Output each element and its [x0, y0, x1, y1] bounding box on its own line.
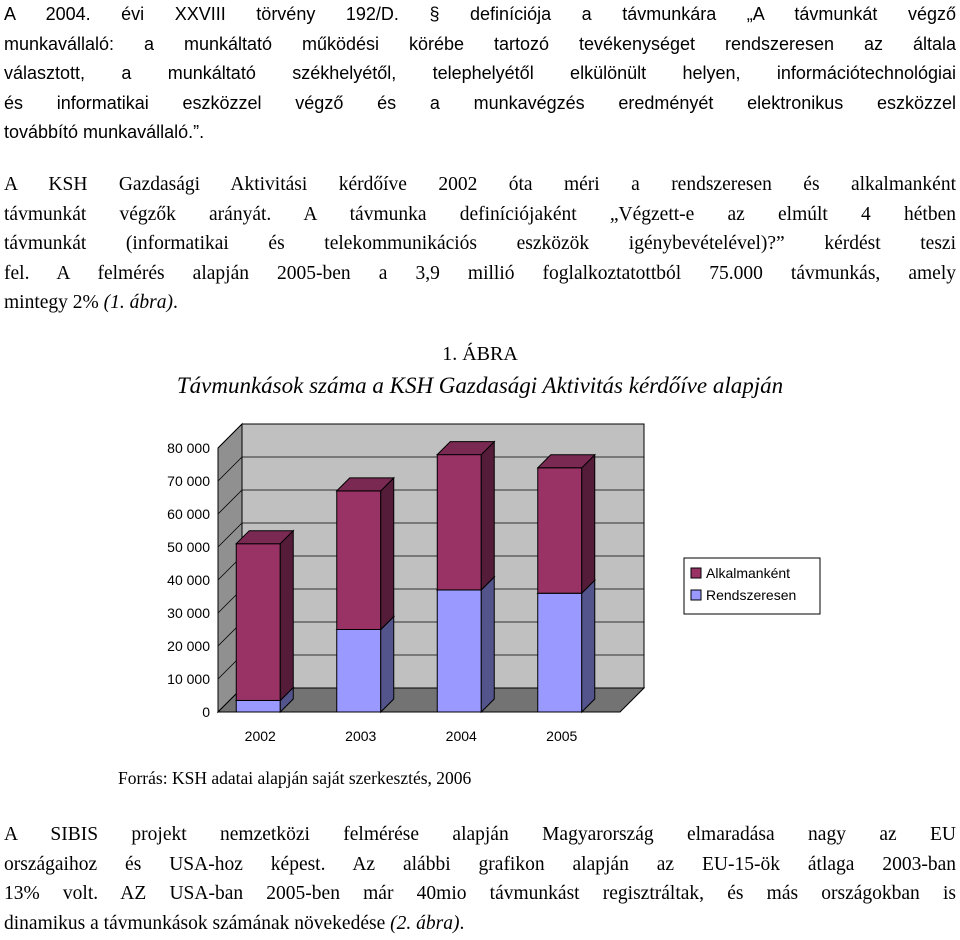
bar-front [538, 593, 582, 712]
bar-front [437, 590, 481, 712]
text-run: . [459, 912, 465, 934]
y-tick-label: 60 000 [167, 506, 210, 522]
figure-label: 1. ÁBRA [442, 343, 518, 365]
y-tick-label: 30 000 [167, 605, 210, 621]
y-tick-label: 0 [202, 704, 210, 720]
bar-side [582, 455, 595, 593]
figure-reference: (2. ábra) [390, 912, 460, 934]
x-tick-label: 2003 [345, 728, 377, 744]
text-run: mintegy 2% [4, 292, 104, 313]
x-tick-label: 2002 [244, 728, 276, 744]
text-line: országaihoz és USA-hoz képest. Az alábbi grafikon alapján az EU-15-ök átlaga 2003-ban [4, 853, 956, 875]
y-tick-label: 40 000 [167, 572, 210, 588]
text-line: munkavállaló: a munkáltató működési körébe tartozó tevékenységet rendszeresen az általa [4, 33, 956, 54]
bar-side [481, 442, 494, 590]
bar-front [236, 700, 280, 712]
bar-side [582, 580, 595, 712]
bar-front [437, 455, 481, 590]
text-line: A KSH Gazdasági Aktivitási kérdőíve 2002 óta méri a rendszeresen és alkalmanként [4, 174, 956, 195]
bar-front [337, 630, 381, 713]
text-line: választott, a munkáltató székhelyétől, telephelyétől elkülönült helyen, információtechnológiai [4, 63, 956, 83]
figure-reference: (1. ábra) [103, 292, 173, 313]
text-line-last [4, 909, 956, 939]
legend-swatch [691, 568, 701, 578]
legend-label: Alkalmanként [706, 565, 791, 581]
bar-side [381, 617, 394, 713]
y-tick-label: 10 000 [167, 671, 210, 687]
text-line: A SIBIS projekt nemzetközi felmérése alapján Magyarország elmaradása nagy az EU [4, 824, 956, 845]
figure-title: Távmunkások száma a KSH Gazdasági Aktivitás kérdőíve alapján [176, 373, 784, 398]
text-line: továbbító munkavállaló.”. [4, 122, 205, 142]
x-tick-label: 2004 [445, 728, 477, 744]
text-line: távmunkát (informatikai és telekommunikációs eszközök igénybevételével)?” kérdést teszi [4, 233, 956, 254]
text-line: távmunkát végzők arányát. A távmunka definíciójaként „Végzett-e az elmúlt 4 hétben [4, 203, 956, 225]
y-tick-label: 70 000 [167, 473, 210, 489]
y-tick-label: 80 000 [167, 440, 210, 456]
text-line: A 2004. évi XXVIII törvény 192/D. § definíciója a távmunkára „A távmunkát végző [4, 4, 956, 24]
x-tick-label: 2005 [546, 728, 578, 744]
paragraph-sibis [4, 820, 956, 938]
bar-front [538, 468, 582, 593]
bar-front [337, 491, 381, 630]
bar-side [481, 577, 494, 712]
legend-swatch [691, 590, 701, 600]
text-line: fel. A felmérés alapján 2005-ben a 3,9 millió foglalkoztatottból 75.000 távmunkás, amely [4, 262, 956, 284]
bar-side [280, 531, 293, 701]
figure-source: Forrás: KSH adatai alapján saját szerkesztés, 2006 [118, 768, 472, 788]
y-tick-label: 20 000 [167, 638, 210, 654]
bar-front [236, 544, 280, 701]
text-line: és informatikai eszközzel végző és a munkavégzés eredményét elektronikus eszközzel [4, 92, 956, 113]
text-run: . [172, 292, 178, 313]
text-run: dinamikus a távmunkások számának növekedése [4, 912, 391, 934]
bar-side [381, 478, 394, 630]
legend-label: Rendszeresen [706, 587, 797, 603]
y-tick-label: 50 000 [167, 539, 210, 555]
text-line: 13% volt. AZ USA-ban 2005-ben már 40mio távmunkást regisztráltak, és más országokban is [4, 883, 956, 904]
